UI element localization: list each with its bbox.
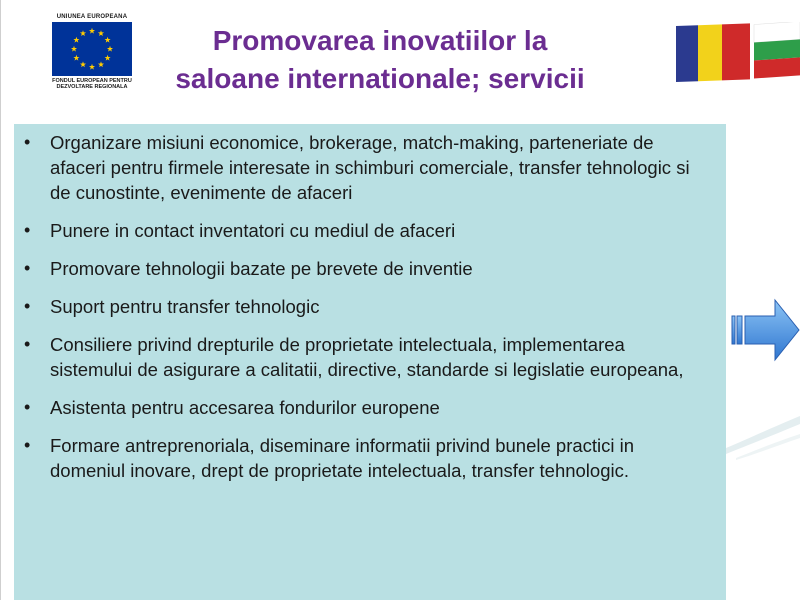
bullet-text: Organizare misiuni economice, brokerage, match-making, parteneriate de afaceri pentru firmele interesate in schimburi comerciale, transfer tehnologic si de cunostinte, evenimente de afaceri — [50, 132, 690, 203]
content-box — [14, 124, 726, 600]
bullet-text: Consiliere privind drepturile de proprietate intelectuala, implementarea sistemului de asigurare a calitatii, directive, standarde si legislatie europeana, — [50, 334, 684, 380]
title-line1: Promovarea inovatiilor la — [212, 25, 548, 56]
bullet-icon: • — [24, 334, 31, 354]
eu-label-bottom-line2: DEZVOLTARE REGIONALA — [56, 84, 128, 90]
bullet-icon: • — [24, 397, 31, 417]
list-item — [24, 433, 696, 483]
slide-edge — [0, 0, 1, 600]
bullet-icon: • — [24, 132, 31, 152]
list-item — [24, 294, 696, 319]
list-item — [24, 332, 696, 382]
list-item — [24, 395, 696, 420]
flags-icon — [676, 22, 800, 84]
eu-flag-icon — [52, 22, 132, 76]
bullet-text: Asistenta pentru accesarea fondurilor europene — [50, 397, 440, 418]
page-title — [140, 22, 620, 98]
bullet-icon: • — [24, 258, 31, 278]
eu-label-top: UNIUNEA EUROPEANA — [56, 14, 128, 20]
title-line2: saloane internationale; servicii — [175, 63, 585, 94]
arrow-right-icon — [729, 298, 800, 362]
bullet-icon: • — [24, 220, 31, 240]
eu-label-bottom-line1: FONDUL EUROPEAN PENTRU — [52, 78, 132, 84]
eu-logo — [50, 14, 134, 90]
bullet-list — [14, 124, 726, 483]
bullet-text: Punere in contact inventatori cu mediul de afaceri — [50, 220, 456, 241]
bullet-text: Suport pentru transfer tehnologic — [50, 296, 320, 317]
decorative-swoosh — [726, 380, 800, 460]
bullet-text: Formare antreprenoriala, diseminare informatii privind bunele practici in domeniul inovare, drept de proprietate intelectuala, transfer tehnologic. — [50, 435, 635, 481]
bullet-text: Promovare tehnologii bazate pe brevete de inventie — [50, 258, 473, 279]
eu-label-bottom — [50, 78, 134, 90]
list-item — [24, 256, 696, 281]
list-item — [24, 130, 696, 205]
list-item — [24, 218, 696, 243]
bullet-icon: • — [24, 296, 31, 316]
bullet-icon: • — [24, 435, 31, 455]
